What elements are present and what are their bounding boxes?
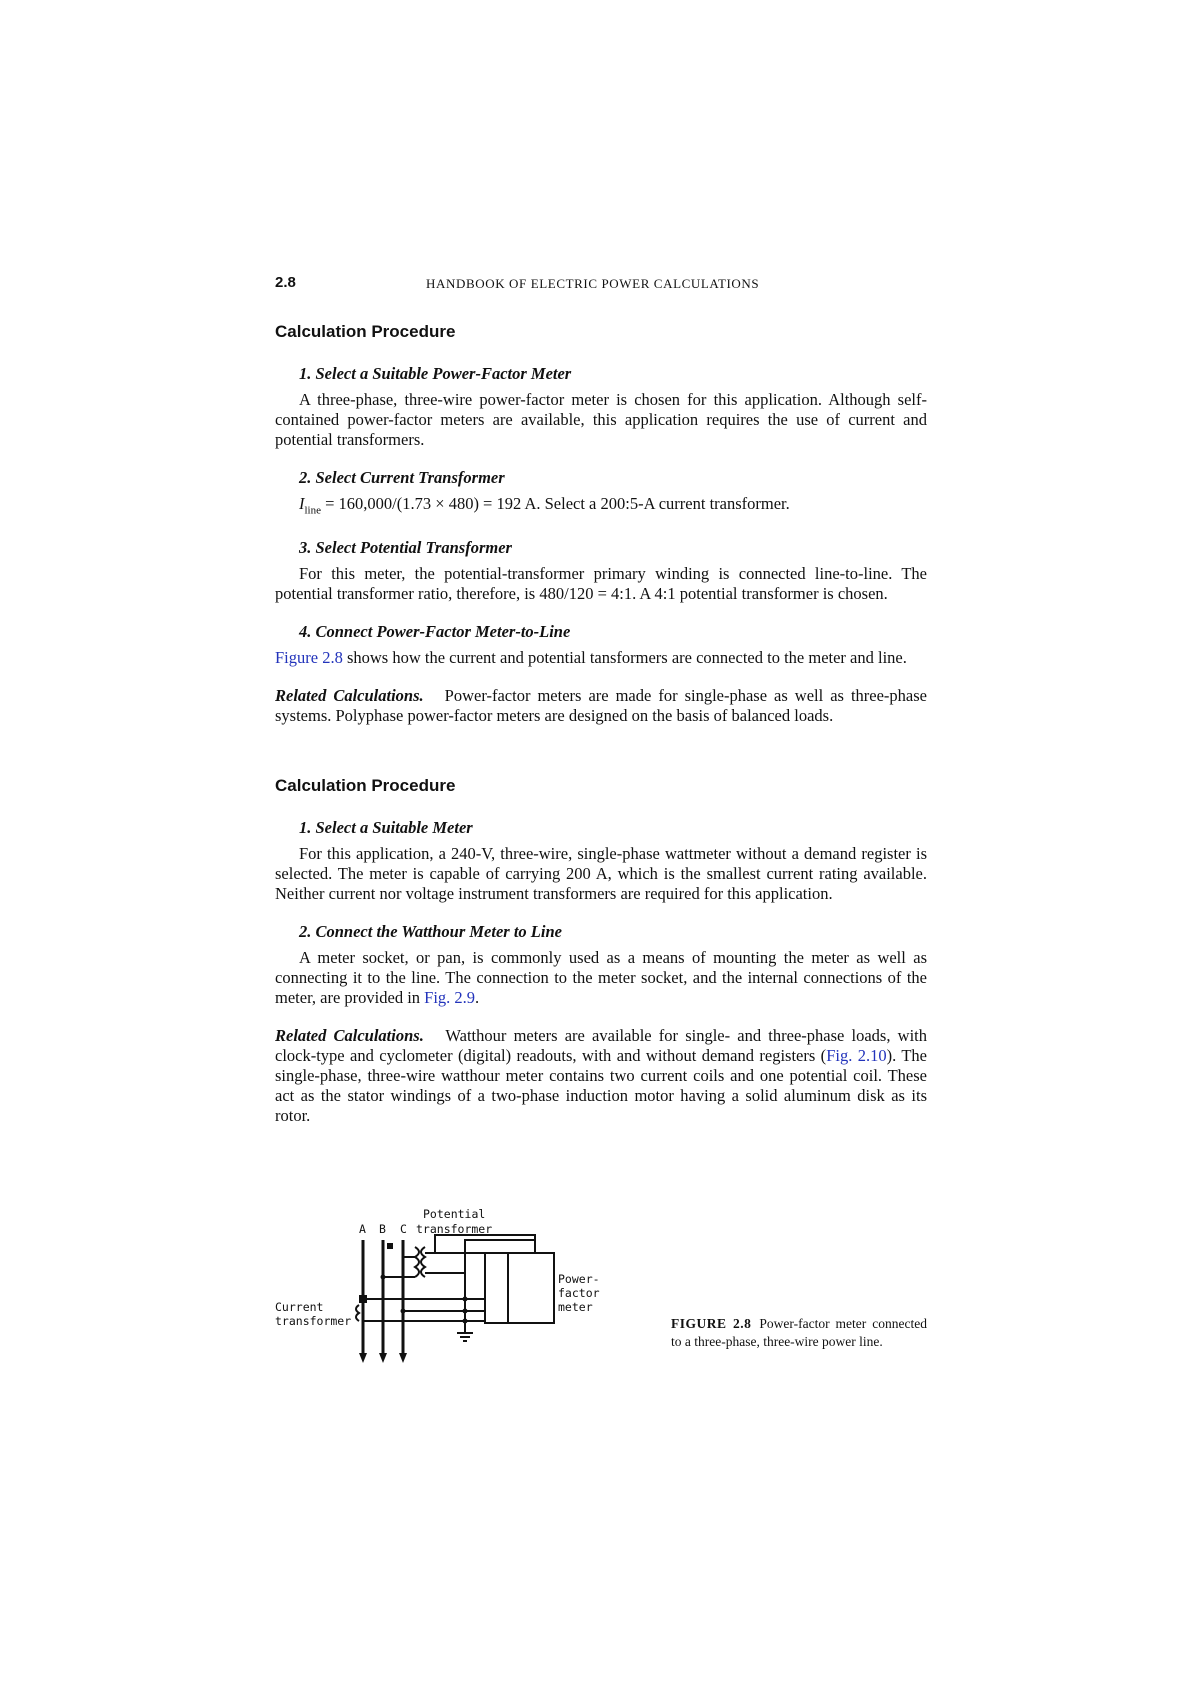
meter-label: Power- [558,1272,600,1286]
related-calculations: Related Calculations. Power-factor meters are made for single-phase as well as three-phase systems. Polyphase power-factor meters are designed on the basis of balanced loads. [275,686,927,726]
section-power-factor-meter [275,322,927,744]
step-text: For this meter, the potential-transformer primary winding is connected line-to-line. The potential transformer ratio, therefore, is 480/120 = 4:1. A 4:1 potential transformer is chosen. [275,564,927,604]
figure-label: FIGURE 2.8 [671,1316,752,1331]
meter-label: factor [558,1286,600,1300]
related-lead: Related Calculations. [275,1026,424,1045]
page-number: 2.8 [275,274,296,291]
arrow-icons [359,1353,407,1363]
step-equation [275,494,927,520]
phase-b-label: B [379,1222,386,1236]
step-title: 2. Connect the Watthour Meter to Line [299,922,562,941]
figure-link[interactable]: Fig. 2.9 [424,988,476,1007]
meter-label: meter [558,1300,593,1314]
related-lead: Related Calculations. [275,686,424,706]
current-symbol: I [299,494,305,513]
potential-coil-icon [415,1247,419,1277]
potential-label: Potential [423,1207,486,1221]
current-label: transformer [275,1314,352,1328]
step-title: 3. Select Potential Transformer [299,538,512,558]
step-text: Figure 2.8 shows how the current and potential tansformers are connected to the meter and line. [275,648,907,668]
figure-link[interactable]: Figure 2.8 [275,648,343,668]
step-title: 1. Select a Suitable Power-Factor Meter [299,364,572,383]
ground-icon [457,1333,473,1341]
step-text: For this application, a 240-V, three-wire, single-phase wattmeter without a demand register is selected. The meter is capable of carrying 200 A, which is the smallest current rating available. Neither current nor voltage instrument transformers are required for this application. [275,844,927,903]
phase-c-label: C [400,1222,407,1236]
phase-a-label: A [359,1222,366,1236]
step-text: A three-phase, three-wire power-factor meter is chosen for this application. Although self-contained power-factor meters are available, this application requires the use of current and potential transformers. [275,390,927,449]
current-label: Current [275,1300,324,1314]
equation-text: = 160,000/(1.73 × 480) = 192 A. Select a 200:5-A current transformer. [321,494,790,513]
power-factor-meter-diagram [275,1195,655,1370]
current-subscript: line [304,504,321,517]
figure-2-8 [275,1195,927,1370]
phase-lines [363,1240,403,1355]
book-title: HANDBOOK OF ELECTRIC POWER CALCULATIONS [426,276,760,291]
figure-link[interactable]: Fig. 2.10 [826,1046,887,1065]
current-coil-icon [356,1305,359,1321]
step-title: 1. Select a Suitable Meter [299,818,473,837]
step-text: A meter socket, or pan, is commonly used as a means of mounting the meter as well as connecting it to the line. The connection to the meter socket, and the internal connections of the meter, are provided in Fig. 2.9. [275,948,927,1007]
related-calculations: Related Calculations. Watthour meters are available for single- and three-phase loads, with clock-type and cyclometer (digital) readouts, with and without demand registers (Fig. 2.10). The single-phase, three-wire watthour meter contains two current coils and one potential coil. These act as the stator windings of a two-phase induction motor having a solid aluminum disk as its rotor. [275,1026,928,1125]
step-title: 4. Connect Power-Factor Meter-to-Line [299,622,571,642]
potential-label: transformer [416,1222,493,1236]
running-head [275,274,927,296]
section-heading: Calculation Procedure [275,776,456,795]
section-watthour-meter [275,776,927,1144]
caption-text: Power-factor meter connected to a three-phase, three-wire power line. [671,1316,927,1349]
step-title: 2. Select Current Transformer [299,468,505,487]
section-heading: Calculation Procedure [275,322,456,341]
figure-caption [671,1315,927,1351]
meter-outline [485,1253,554,1323]
